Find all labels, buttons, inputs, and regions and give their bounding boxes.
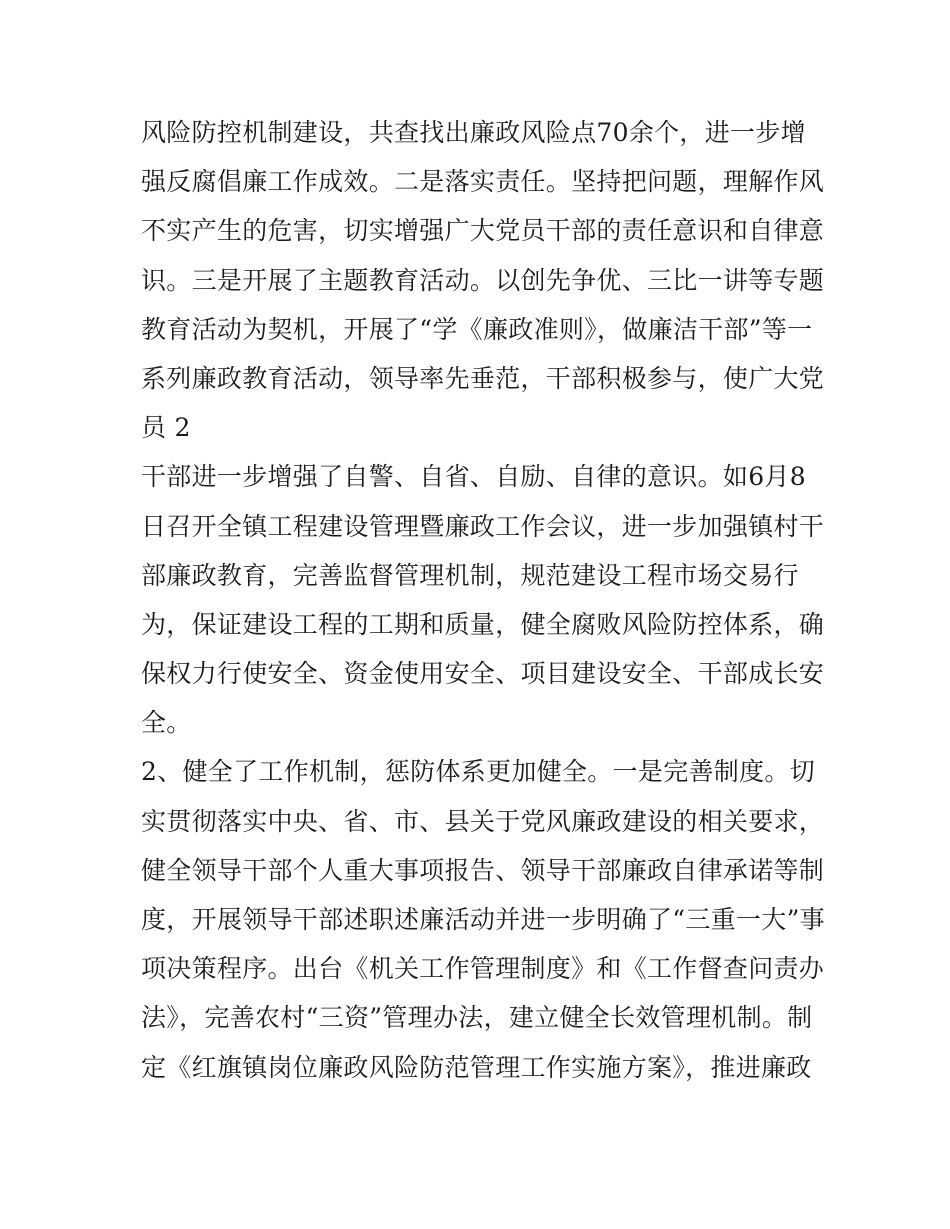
text-line: 实贯彻落实中央、省、市、县关于党风廉政建设的相关要求， <box>141 806 825 836</box>
text-line: 全。 <box>141 708 192 738</box>
text-line: 法》，完善农村“三资”管理办法，建立健全长效管理机制。制 <box>141 1003 813 1033</box>
text-line: 不实产生的危害，切实增强广大党员干部的责任意识和自律意 <box>141 216 825 246</box>
text-line: 项决策程序。出台《机关工作管理制度》和《工作督查问责办 <box>141 954 825 984</box>
text-line: 2、健全了工作机制，惩防体系更加健全。一是完善制度。切 <box>141 757 816 787</box>
body-text <box>141 108 825 1092</box>
text-line: 健全领导干部个人重大事项报告、领导干部廉政自律承诺等制 <box>141 855 825 885</box>
text-line: 风险防控机制建设，共查找出廉政风险点70余个，进一步增 <box>141 118 806 147</box>
text-line: 识。三是开展了主题教育活动。以创先争优、三比一讲等专题 <box>141 265 825 295</box>
text-line: 教育活动为契机，开展了“学《廉政准则》，做廉洁干部”等一 <box>141 314 813 344</box>
text-line: 干部进一步增强了自警、自省、自励、自律的意识。如6月8 <box>141 462 806 492</box>
text-line: 度，开展领导干部述职述廉活动并进一步明确了“三重一大”事 <box>141 905 825 934</box>
text-line: 系列廉政教育活动，领导率先垂范，干部积极参与，使广大党 <box>141 363 825 393</box>
text-line: 强反腐倡廉工作成效。二是落实责任。坚持把问题，理解作风 <box>141 167 825 197</box>
text-line: 保权力行使安全、资金使用安全、项目建设安全、干部成长安 <box>141 659 825 689</box>
text-line: 部廉政教育，完善监督管理机制，规范建设工程市场交易行 <box>141 560 799 590</box>
text-line: 员 2 <box>141 413 191 443</box>
text-line: 定《红旗镇岗位廉政风险防范管理工作实施方案》，推进廉政 <box>141 1052 812 1082</box>
text-line: 日召开全镇工程建设管理暨廉政工作会议，进一步加强镇村干 <box>141 511 825 541</box>
text-line: 为，保证建设工程的工期和质量，健全腐败风险防控体系，确 <box>141 609 825 639</box>
